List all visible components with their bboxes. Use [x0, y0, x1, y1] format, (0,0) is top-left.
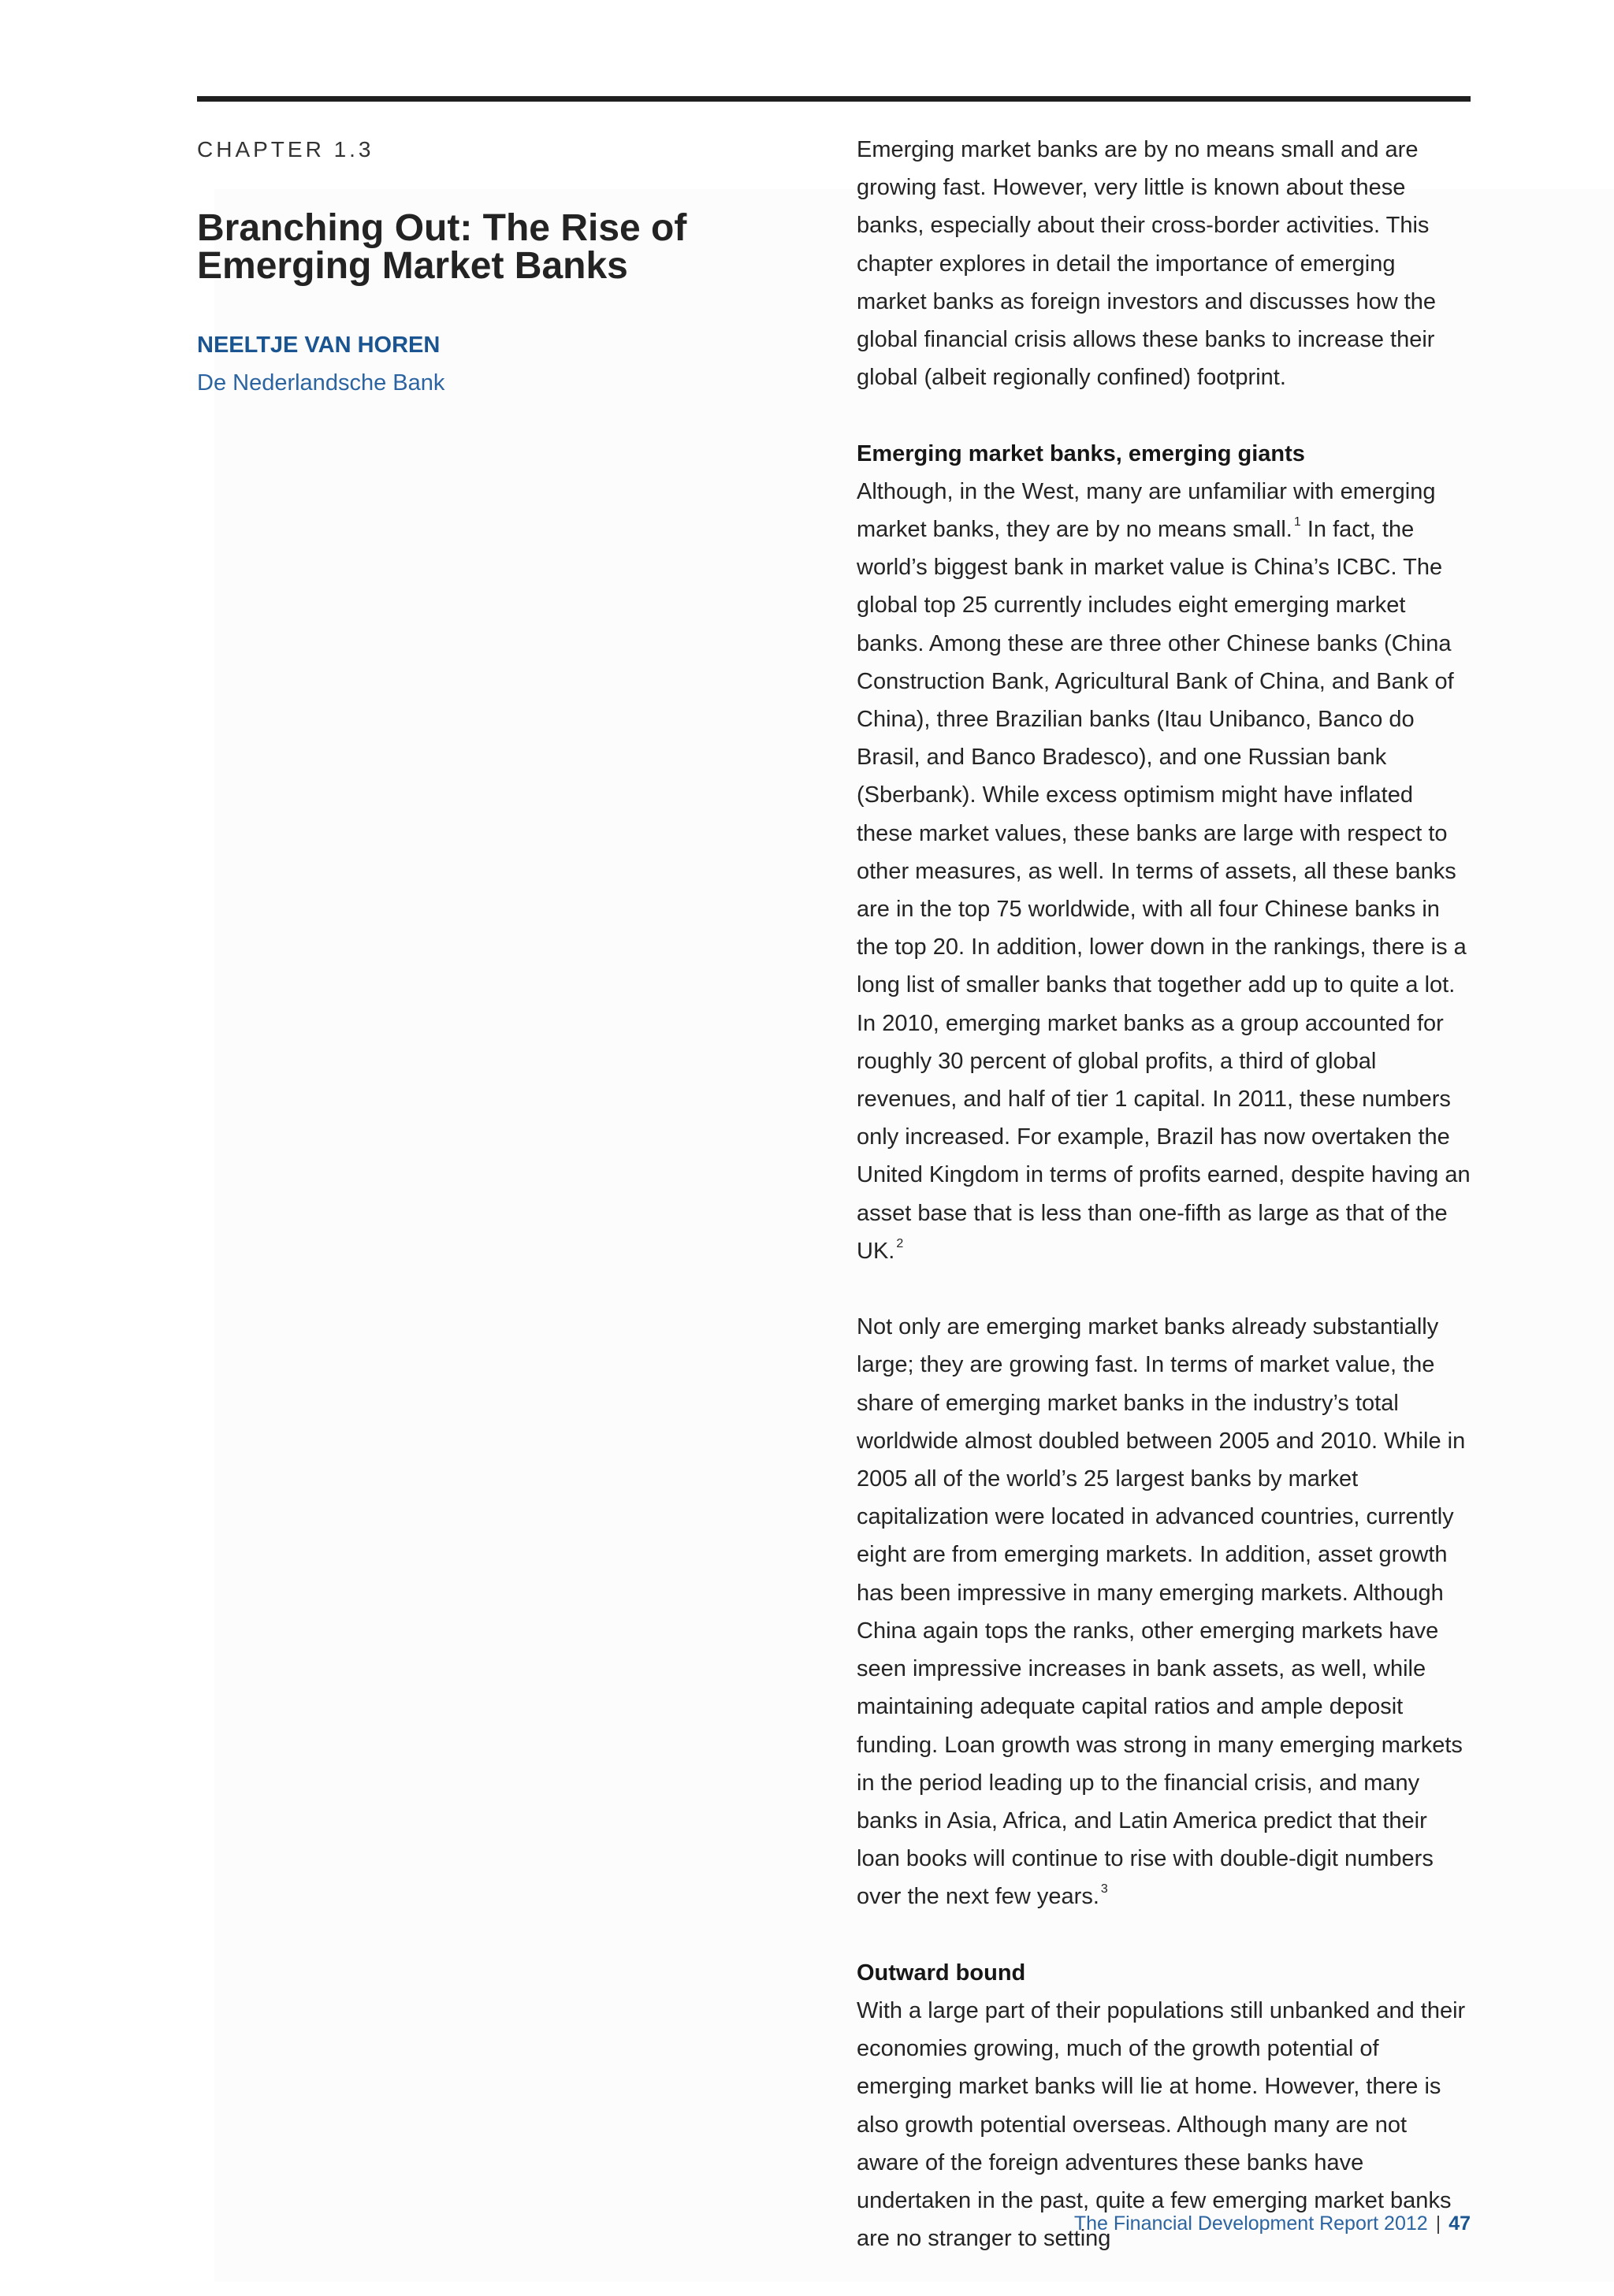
author-name: NEELTJE VAN HOREN — [197, 333, 441, 358]
chapter-title — [197, 207, 764, 287]
section1-paragraph-1-part-a: Although, in the West, many are unfamiliar with emerging market banks, they are by no means small. — [857, 478, 1436, 543]
page-footer — [1074, 2211, 1471, 2236]
chapter-label: CHAPTER 1.3 — [197, 137, 374, 162]
section-heading-outward-bound: Outward bound — [857, 1960, 1026, 1986]
section-heading-emerging-giants: Emerging market banks, emerging giants — [857, 440, 1305, 466]
chapter-title-line-2: Emerging Market Banks — [197, 245, 628, 287]
section2-paragraph-1: With a large part of their populations still unbanked and their economies growing, much of the growth potential of emerging market banks will lie at home. However, there is also growth potential overseas. Although many are not aware of the foreign adventures these banks have undertaken in the past, quite a few emerging market banks are no stranger to setting — [857, 1997, 1466, 2252]
footnote-ref-2[interactable]: 2 — [896, 1236, 904, 1250]
chapter-title-line-1: Branching Out: The Rise of — [197, 207, 687, 249]
footnote-ref-1[interactable]: 1 — [1293, 515, 1301, 529]
section1-paragraph-1-part-b: In fact, the world’s biggest bank in market value is China’s ICBC. The global top 25 currently includes eight emerging market banks. Among these are three other Chinese banks (China Construction Bank, Agricultural Bank of China, and Bank of China), three Brazilian banks (Itau Unibanco, Banco do Brasil, and Banco Bradesco), and one Russian bank (Sberbank). While excess optimism might have inflated these market values, these banks are large with respect to other measures, as well. In terms of assets, all these banks are in the top 75 worldwide, with all four Chinese banks in the top 20. In addition, lower down in the rankings, there is a long list of smaller banks that together add up to quite a lot. In 2010, emerging market banks as a group accounted for roughly 30 percent of global profits, a third of global revenues, and half of tier 1 capital. In 2011, these numbers only increased. For example, Brazil has now overtaken the United Kingdom in terms of profits earned, despite having an asset base that is less than one-fifth as large as that of the UK. — [857, 517, 1471, 1264]
footer-publication: The Financial Development Report 2012 — [1073, 2212, 1428, 2235]
page-number: 47 — [1449, 2212, 1471, 2235]
section1-paragraph-2-text: Not only are emerging market banks already substantially large; they are growing fast. In terms of market value, the share of emerging market banks in the industry’s total worldwide almost doubled between 2005 and 2010. While in 2005 all of the world’s 25 largest banks by market capitalization were located in advanced countries, currently eight are from emerging markets. In addition, asset growth has been impressive in many emerging markets. Although China again tops the ranks, other emerging markets have seen impressive increases in bank assets, as well, while maintaining adequate capital ratios and ample deposit funding. Loan growth was strong in many emerging markets in the period leading up to the financial crisis, and many banks in Asia, Africa, and Latin America predict that their loan books will continue to rise with double-digit numbers over the next few years. — [857, 1314, 1466, 1910]
header-rule — [197, 96, 1471, 102]
section1-paragraph-1 — [857, 473, 1471, 1270]
footer-separator: | — [1435, 2212, 1441, 2235]
intro-paragraph: Emerging market banks are by no means small and are growing fast. However, very little is known about these banks, especially about their cross-border activities. This chapter explores in detail the importance of emerging market banks as foreign investors and discusses how the global financial crisis allows these banks to increase their global (albeit regionally confined) footprint. — [857, 137, 1437, 391]
author-affiliation: De Nederlandsche Bank — [197, 370, 445, 396]
chapter-header — [197, 136, 764, 397]
section1-paragraph-2 — [857, 1308, 1471, 1915]
footnote-ref-3[interactable]: 3 — [1100, 1882, 1108, 1897]
article-body — [857, 131, 1471, 2296]
